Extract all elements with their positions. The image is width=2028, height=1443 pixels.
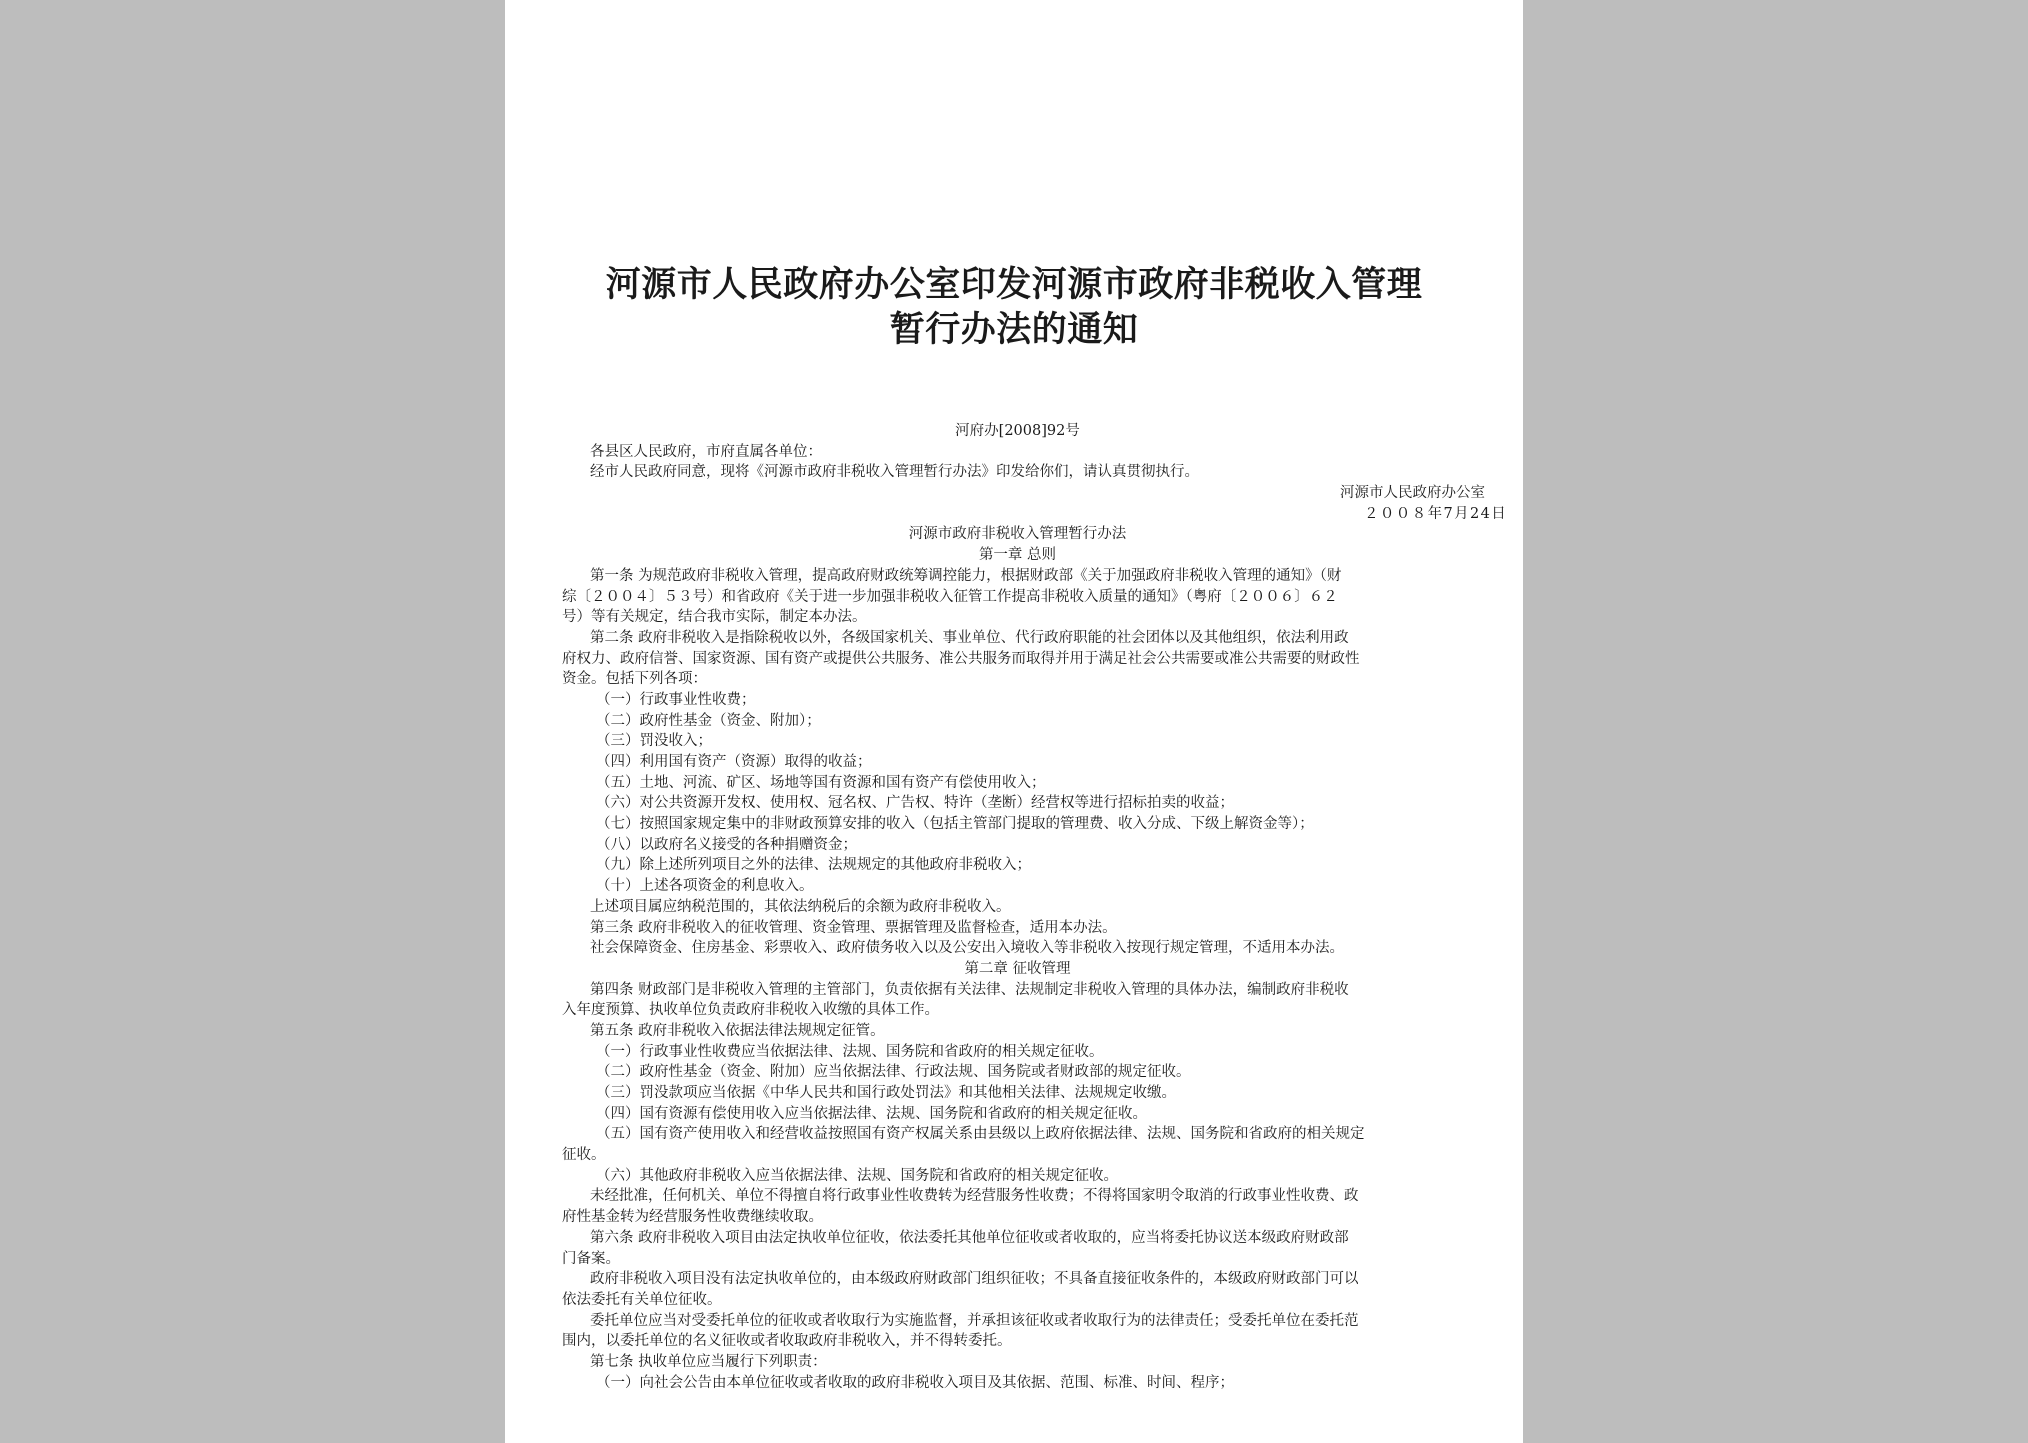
article-2-cont: 资金。包括下列各项： xyxy=(562,671,707,688)
paragraph: 社会保障资金、住房基金、彩票收入、政府债务收入以及公安出入境收入等非税收入按现行规定管理，不适用本办法。 xyxy=(590,940,1344,957)
article-1-cont: 综〔２００４〕５３号）和省政府《关于进一步加强非税收入征管工作提高非税收入质量的通知》（粤府〔２００６〕６２ xyxy=(562,588,1338,605)
list-item-cont: 征收。 xyxy=(562,1147,606,1164)
article-2-cont: 府权力、政府信誉、国家资源、国有资产或提供公共服务、准公共服务而取得并用于满足社会公共需要或准公共需要的财政性 xyxy=(562,650,1360,667)
article-6: 第六条 政府非税收入项目由法定执收单位征收，依法委托其他单位征收或者收取的，应当将委托协议送本级政府财政部 xyxy=(590,1229,1349,1246)
signatory: 河源市人民政府办公室 xyxy=(1340,485,1485,502)
list-item: （一）向社会公告由本单位征收或者收取的政府非税收入项目及其依据、范围、标准、时间、程序； xyxy=(596,1374,1234,1391)
document-page xyxy=(505,0,1523,1443)
paragraph: 未经批准，任何机关、单位不得擅自将行政事业性收费转为经营服务性收费；不得将国家明令取消的行政事业性收费、政 xyxy=(590,1188,1359,1205)
article-6-cont: 门备案。 xyxy=(562,1250,620,1267)
paragraph: 上述项目属应纳税范围的，其依法纳税后的余额为政府非税收入。 xyxy=(590,898,1011,915)
list-item: （十）上述各项资金的利息收入。 xyxy=(596,878,814,895)
document-number: 河府办[2008]92号 xyxy=(955,423,1080,439)
document-body xyxy=(562,421,1508,1393)
list-item: （八）以政府名义接受的各种捐赠资金； xyxy=(596,836,857,853)
title-line: 暂行办法的通知 xyxy=(889,309,1139,350)
list-item: （一）行政事业性收费； xyxy=(596,691,756,708)
list-item: （五）土地、河流、矿区、场地等国有资源和国有资产有偿使用收入； xyxy=(596,774,1046,791)
addressee: 各县区人民政府，市府直属各单位： xyxy=(590,443,822,460)
paragraph-cont: 围内，以委托单位的名义征收或者收取政府非税收入，并不得转委托。 xyxy=(562,1333,1012,1350)
paragraph-cont: 府性基金转为经营服务性收费继续收取。 xyxy=(562,1209,823,1226)
intro-paragraph: 经市人民政府同意，现将《河源市政府非税收入管理暂行办法》印发给你们，请认真贯彻执行。 xyxy=(590,464,1199,481)
list-item: （五）国有资产使用收入和经营收益按照国有资产权属关系由县级以上政府依据法律、法规、国务院和省政府的相关规定 xyxy=(596,1126,1365,1143)
issue-date: ２００８年7月24日 xyxy=(1364,505,1508,522)
list-item: （九）除上述所列项目之外的法律、法规规定的其他政府非税收入； xyxy=(596,857,1031,874)
paragraph: 委托单位应当对受委托单位的征收或者收取行为实施监督，并承担该征收或者收取行为的法律责任；受委托单位在委托范 xyxy=(590,1312,1359,1329)
article-7: 第七条 执收单位应当履行下列职责： xyxy=(590,1353,827,1370)
article-5: 第五条 政府非税收入依据法律法规规定征管。 xyxy=(590,1022,885,1039)
measures-title: 河源市政府非税收入管理暂行办法 xyxy=(908,526,1127,543)
chapter-heading: 第二章 征收管理 xyxy=(964,960,1071,977)
list-item: （二）政府性基金（资金、附加）； xyxy=(596,712,821,729)
list-item: （一）行政事业性收费应当依据法律、法规、国务院和省政府的相关规定征收。 xyxy=(596,1043,1104,1060)
document-title xyxy=(505,262,1523,352)
list-item: （四）国有资源有偿使用收入应当依据法律、法规、国务院和省政府的相关规定征收。 xyxy=(596,1105,1147,1122)
list-item: （六）对公共资源开发权、使用权、冠名权、广告权、特许（垄断）经营权等进行招标拍卖的收益； xyxy=(596,795,1234,812)
chapter-heading: 第一章 总则 xyxy=(978,547,1057,564)
paragraph-cont: 依法委托有关单位征收。 xyxy=(562,1291,722,1308)
article-1-cont: 号）等有关规定，结合我市实际，制定本办法。 xyxy=(562,609,867,626)
title-line: 河源市人民政府办公室印发河源市政府非税收入管理 xyxy=(605,264,1423,305)
list-item: （七）按照国家规定集中的非财政预算安排的收入（包括主管部门提取的管理费、收入分成、下级上解资金等）； xyxy=(596,816,1314,833)
list-item: （三）罚没收入； xyxy=(596,733,712,750)
article-4-cont: 入年度预算、执收单位负责政府非税收入收缴的具体工作。 xyxy=(562,1002,939,1019)
list-item: （二）政府性基金（资金、附加）应当依据法律、行政法规、国务院或者财政部的规定征收。 xyxy=(596,1064,1191,1081)
list-item: （六）其他政府非税收入应当依据法律、法规、国务院和省政府的相关规定征收。 xyxy=(596,1167,1118,1184)
article-3: 第三条 政府非税收入的征收管理、资金管理、票据管理及监督检查，适用本办法。 xyxy=(590,919,1117,936)
list-item: （三）罚没款项应当依据《中华人民共和国行政处罚法》和其他相关法律、法规规定收缴。 xyxy=(596,1085,1176,1101)
paragraph: 政府非税收入项目没有法定执收单位的，由本级政府财政部门组织征收；不具备直接征收条件的，本级政府财政部门可以 xyxy=(590,1271,1359,1288)
article-1: 第一条 为规范政府非税收入管理，提高政府财政统筹调控能力，根据财政部《关于加强政府非税收入管理的通知》（财 xyxy=(590,567,1342,584)
list-item: （四）利用国有资产（资源）取得的收益； xyxy=(596,754,872,770)
article-2: 第二条 政府非税收入是指除税收以外，各级国家机关、事业单位、代行政府职能的社会团体以及其他组织，依法利用政 xyxy=(590,629,1349,646)
article-4: 第四条 财政部门是非税收入管理的主管部门，负责依据有关法律、法规制定非税收入管理的具体办法，编制政府非税收 xyxy=(590,981,1349,998)
